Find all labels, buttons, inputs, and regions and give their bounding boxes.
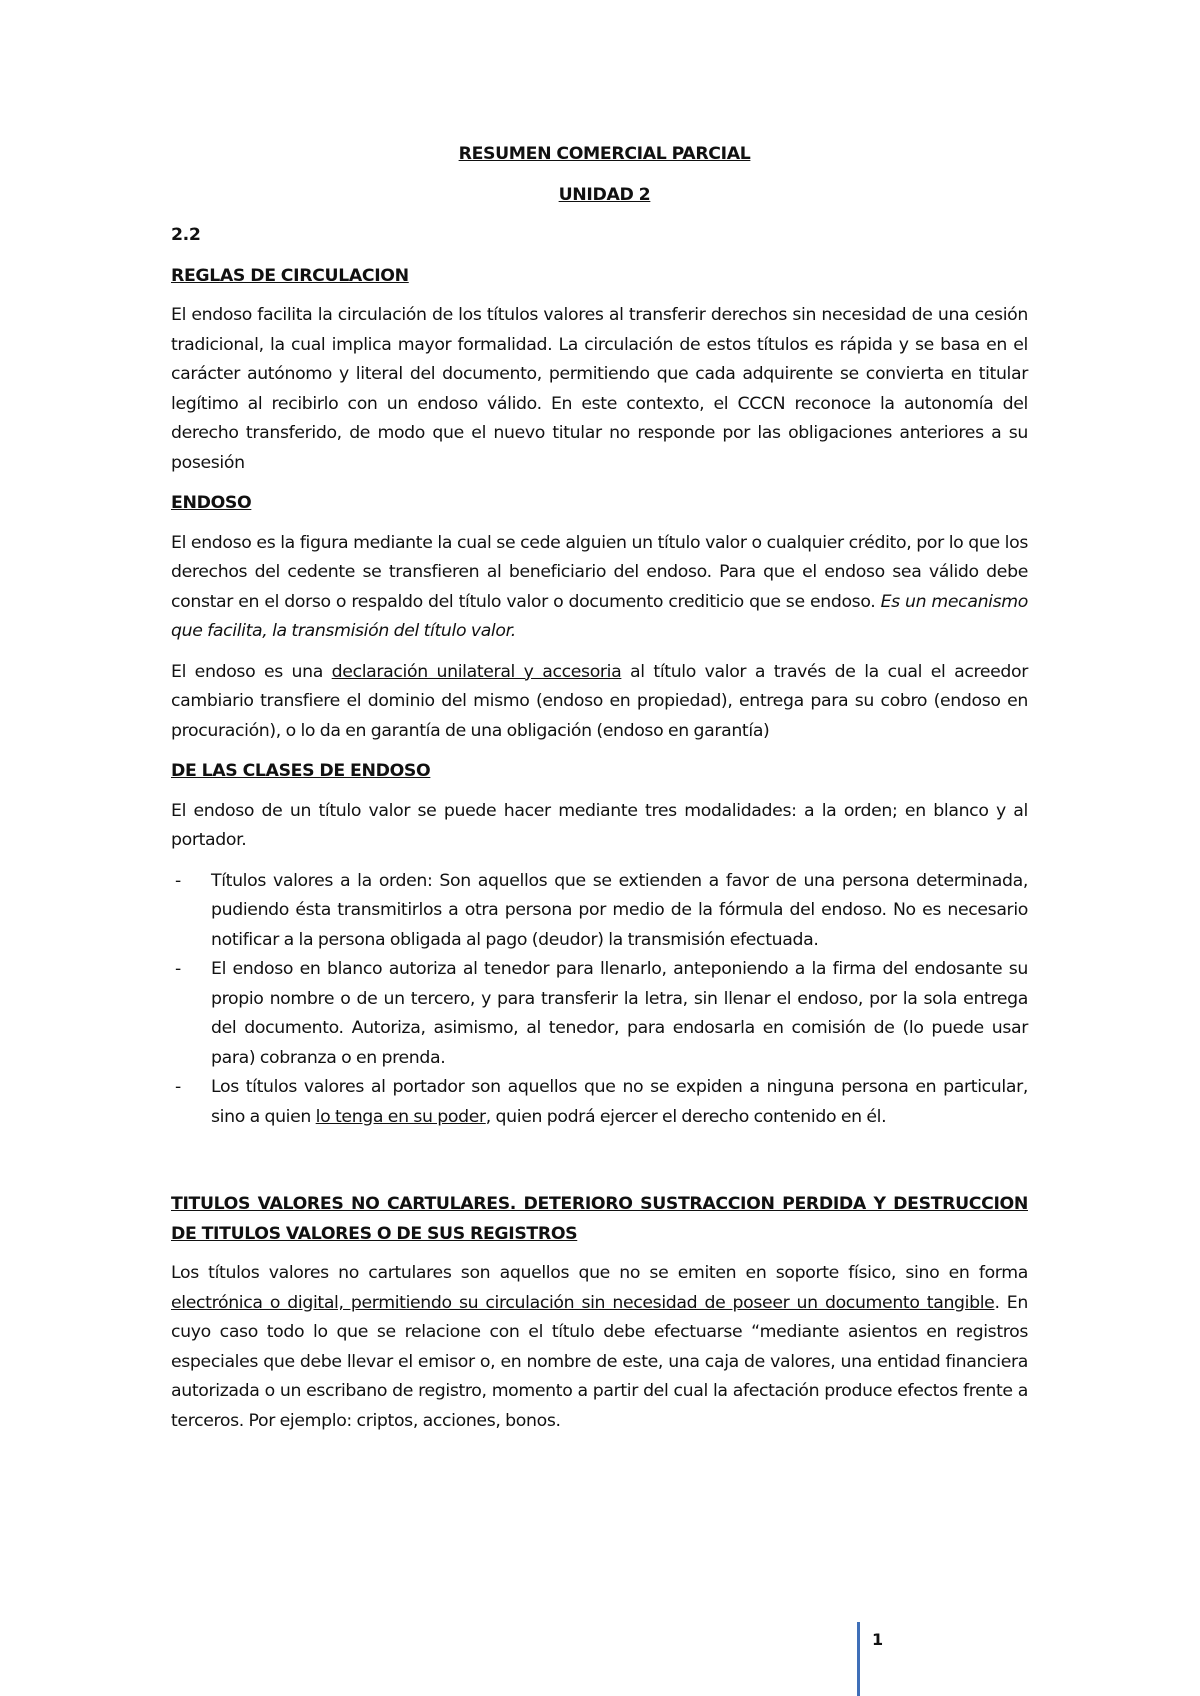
endoso-definicion-italic: Es un mecanismo que facilita, la transmisión del título valor. [171, 591, 1028, 641]
list-item-text: Títulos valores a la orden: Son aquellos que se extienden a favor de una persona determinada, pudiendo ésta transmitirlos a otra persona por medio de la fórmula del endoso. No es necesario notificar a la persona obligada al pago (deudor) la transmisión efectuada. [211, 870, 1028, 950]
endoso-definicion-text: El endoso es la figura mediante la cual se cede alguien un título valor o cualquier crédito, por lo que los derechos del cedente se transfieren al beneficiario del endoso. Para que el endoso sea válido debe constar en el dorso o respaldo del título valor o documento crediticio que se endoso. [171, 532, 1028, 612]
page-number: 1 [872, 1630, 884, 1649]
section-spacer [171, 1132, 1028, 1190]
endoso-declaracion-before: El endoso es una [171, 661, 332, 682]
no-cartulares-underline: electrónica o digital, permitiendo su circulación sin necesidad de poseer un documento tangible [171, 1292, 995, 1313]
list-item [171, 867, 1028, 956]
paragraph-endoso-definicion [171, 529, 1028, 647]
paragraph-reglas-circulacion: El endoso facilita la circulación de los títulos valores al transferir derechos sin necesidad de una cesión tradicional, la cual implica mayor formalidad. La circulación de estos títulos es rápida y se basa en el carácter autónomo y literal del documento, permitiendo que cada adquirente se convierta en titular legítimo al recibirlo con un endoso válido. En este contexto, el CCCN reconoce la autonomía del derecho transferido, de modo que el nuevo titular no responde por las obligaciones anteriores a su posesión [171, 305, 1028, 473]
heading-titulos-no-cartulares: TITULOS VALORES NO CARTULARES. DETERIORO SUSTRACCION PERDIDA Y DESTRUCCION DE TITULOS VALORES O DE SUS REGISTROS [171, 1194, 1028, 1244]
dash-bullet: - [175, 959, 181, 979]
heading-endoso: ENDOSO [171, 493, 252, 513]
list-item-text-underline: lo tenga en su poder [315, 1106, 486, 1127]
list-item [171, 955, 1028, 1073]
dash-bullet: - [175, 870, 181, 891]
clases-endoso-list [171, 867, 1028, 1133]
heading-reglas-circulacion: REGLAS DE CIRCULACION [171, 265, 409, 286]
paragraph-endoso-declaracion [171, 658, 1028, 747]
section-number: 2.2 [171, 225, 201, 245]
list-item-text-before: Los títulos valores al portador son aquellos que no se expiden a ninguna persona en particular, sino a quien [211, 1077, 1028, 1127]
no-cartulares-after: . En cuyo caso todo lo que se relacione con el título debe efectuarse “mediante asientos en registros especiales que debe llevar el emisor o, en nombre de este, una caja de valores, una entidad financiera autorizada o un escribano de registro, momento a partir del cual la afectación produce efectos frente a terceros. Por ejemplo: criptos, acciones, bonos. [171, 1292, 1028, 1431]
paragraph-titulos-no-cartulares [171, 1259, 1028, 1436]
document-title: RESUMEN COMERCIAL PARCIAL [458, 144, 751, 164]
list-item-text-after: , quien podrá ejercer el derecho contenido en él. [485, 1106, 887, 1127]
document-body [171, 140, 1028, 1447]
endoso-declaracion-after: al título valor a través de la cual el acreedor cambiario transfiere el dominio del mismo (endoso en propiedad), entrega para su cobro (endoso en procuración), o lo da en garantía de una obligación (endoso en garantía) [171, 661, 1029, 741]
no-cartulares-before: Los títulos valores no cartulares son aquellos que no se emiten en soporte físico, sino en forma [171, 1263, 1028, 1283]
endoso-declaracion-underline: declaración unilateral y accesoria [331, 661, 622, 682]
list-item [171, 1073, 1028, 1132]
list-item-text: El endoso en blanco autoriza al tenedor para llenarlo, anteponiendo a la firma del endosante su propio nombre o de un tercero, y para transferir la letra, sin llenar el endoso, por la sola entrega del documento. Autoriza, asimismo, al tenedor, para endosarla en comisión de (lo puede usar para) cobranza o en prenda. [211, 959, 1028, 1068]
paragraph-clases-intro: El endoso de un título valor se puede hacer mediante tres modalidades: a la orden; en blanco y al portador. [171, 800, 1028, 850]
heading-clases-endoso: DE LAS CLASES DE ENDOSO [171, 761, 431, 781]
unit-title: UNIDAD 2 [558, 184, 651, 205]
dash-bullet: - [175, 1077, 181, 1097]
page-number-footer [857, 1622, 900, 1696]
